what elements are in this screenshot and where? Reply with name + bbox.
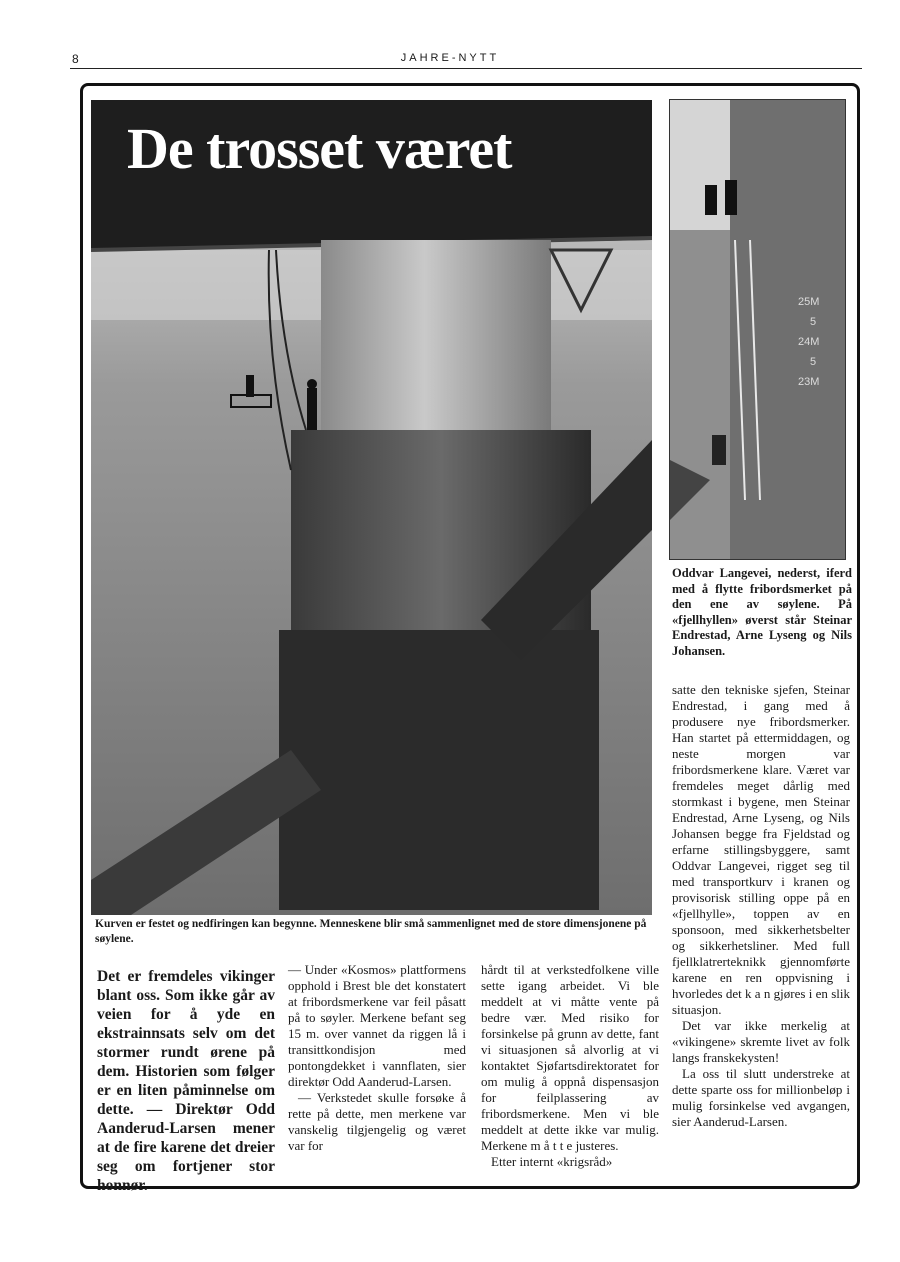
paragraph: hårdt til at verkstedfolkene ville sette igang arbeidet. Vi ble meddelt at vi måtte vente på bedre vær. Med risiko for forsinkelse på grunn av dette, fant vi situasjonen så alvorlig at vi kontaktet Sjøfartsdirektoratet for om mulig å oppnå dispensasjon for feilplassering av fribordsmerkene. Men vi ble meddelt at dette ikke var mulig. Merkene m å t t e justeres.	[481, 962, 659, 1153]
paragraph: Etter internt «krigsråd»	[491, 1154, 613, 1169]
paragraph: — Under «Kosmos» plattformens opphold i Brest ble det konstatert at fribordsmerkene var feil påsatt på to søyler. Merkene befant seg 15 m. over vannet da riggen lå i transittkondisjon med pontongdekket i vannflaten, sier direktør Odd Aanderud-Larsen.	[288, 962, 466, 1089]
paragraph: Det var ikke merkelig at «vikingene» skremte livet av folk langs franskekysten!	[672, 1018, 850, 1065]
main-photo	[91, 100, 652, 915]
paragraph: La oss til slutt understreke at dette sparte oss for millionbeløp i mulig forsinkelse ved avgangen, sier Aanderud-Larsen.	[672, 1066, 850, 1129]
body-column-2	[288, 962, 466, 1154]
marking-4: 5	[810, 356, 817, 368]
page-number: 8	[72, 52, 79, 66]
marking-1: 25M	[798, 296, 820, 308]
headline: De trosset været	[127, 116, 512, 181]
paragraph: satte den tekniske sjefen, Steinar Endrestad, i gang med å produsere nye fribordsmerker. Han startet på ettermiddagen, og neste morgen var fribordsmerkene klare. Været var fremdeles meget dårlig med stormkast i bygene, men Steinar Endrestad, Arne Lyseng, og Nils Johansen begge fra Fjeldstad og erfarne stillingsbyggere, samt Oddvar Langevei, rigget seg til med transportkurv i kranen og provisorisk stilling oppe på en «fjellhylle», toppen av en sponsoon, med sikkerhetsbelter og sikkerhetsliner. Med full fjellklatrerteknikk gjennomførte karene en ren oppvisning i hvorledes det k a n gjøres i en slik situasjon.	[672, 682, 850, 1017]
marking-3: 24M	[798, 336, 820, 348]
marking-5: 23M	[798, 376, 820, 388]
side-photo-illustration	[670, 100, 845, 559]
paragraph: — Verkstedet skulle forsøke å rette på dette, men merkene var vanskelig tilgjengelig og været var for	[288, 1090, 466, 1153]
body-column-3	[481, 962, 659, 1170]
lead-column	[97, 967, 275, 1195]
running-head: JAHRE-NYTT	[400, 52, 500, 64]
header-rule	[70, 68, 862, 69]
side-photo-caption: Oddvar Langevei, nederst, iferd med å flytte fribordsmerket på den ene av søylene. På «fjellhyllen» øverst står Steinar Endrestad, Arne Lyseng og Nils Johansen.	[672, 566, 852, 658]
body-column-4	[672, 682, 850, 1130]
side-photo	[669, 99, 846, 560]
marking-2: 5	[810, 316, 817, 328]
main-photo-illustration	[91, 100, 652, 915]
lead-paragraph: Det er fremdeles vikinger blant oss. Som ikke går av veien for å yde en ekstrainnsats selv om det stormer rundt ørene på dem. Historien som følger er en liten påminnelse om dette. — Direktør Odd Aanderud-Larsen mener at de fire karene det dreier seg om fortjener stor honnør.	[97, 968, 275, 1194]
main-photo-caption: Kurven er festet og nedfiringen kan begynne. Menneskene blir små sammenlignet med de store dimensjonene på søylene.	[95, 918, 647, 945]
